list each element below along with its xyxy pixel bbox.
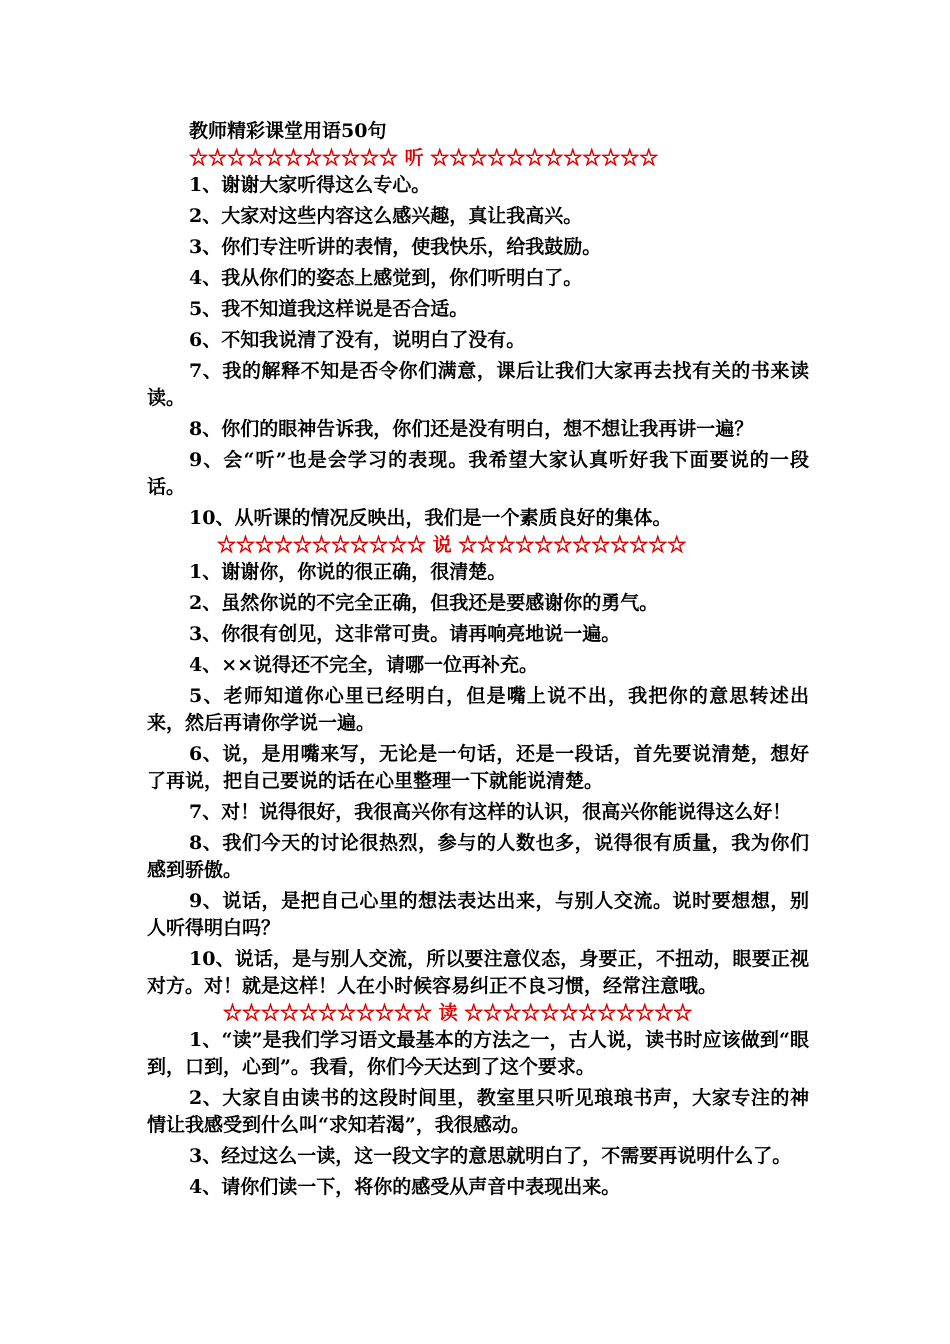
speak-item-7: 7、对！说得很好，我很高兴你有这样的认识，很高兴你能说得这么好！ — [189, 801, 792, 823]
section-divider-listen: ☆☆☆☆☆☆☆☆☆☆☆ 听 ☆☆☆☆☆☆☆☆☆☆☆☆ — [189, 147, 659, 169]
speak-item-1: 1、谢谢你，你说的很正确，很清楚。 — [189, 561, 507, 583]
listen-item-2: 2、大家对这些内容这么感兴趣，真让我高兴。 — [189, 205, 583, 227]
read-item-4: 4、请你们读一下，将你的感受从声音中表现出来。 — [189, 1176, 621, 1198]
document-title: 教师精彩课堂用语50句 — [189, 120, 387, 142]
read-item-3: 3、经过这么一读，这一段文字的意思就明白了，不需要再说明什么了。 — [189, 1145, 792, 1167]
speak-item-3: 3、你很有创见，这非常可贵。请再响亮地说一遍。 — [189, 623, 621, 645]
speak-item-4: 4、××说得还不完全，请哪一位再补充。 — [189, 654, 539, 676]
listen-item-3: 3、你们专注听讲的表情，使我快乐，给我鼓励。 — [189, 236, 602, 258]
listen-item-5: 5、我不知道我这样说是否合适。 — [189, 298, 469, 320]
listen-item-6: 6、不知我说清了没有，说明白了没有。 — [189, 329, 526, 351]
section-divider-speak: ☆☆☆☆☆☆☆☆☆☆☆ 说 ☆☆☆☆☆☆☆☆☆☆☆☆ — [217, 534, 687, 556]
section-divider-read: ☆☆☆☆☆☆☆☆☆☆☆ 读 ☆☆☆☆☆☆☆☆☆☆☆☆ — [223, 1002, 693, 1024]
speak-item-8: 8、我们今天的讨论很热烈，参与的人数也多，说得很有质量，我为你们感到骄傲。 — [147, 832, 809, 881]
read-item-1: 1、“读”是我们学习语文最基本的方法之一，古人说，读书时应该做到“眼到，口到，心到”。我看，你们今天达到了这个要求。 — [147, 1029, 809, 1078]
listen-item-1: 1、谢谢大家听得这么专心。 — [189, 174, 431, 196]
speak-item-6: 6、说，是用嘴来写，无论是一句话，还是一段话，首先要说清楚，想好了再说，把自己要说的话在心里整理一下就能说清楚。 — [147, 743, 809, 792]
listen-item-7: 7、我的解释不知是否令你们满意，课后让我们大家再去找有关的书来读读。 — [147, 360, 809, 409]
listen-item-10: 10、从听课的情况反映出，我们是一个素质良好的集体。 — [189, 507, 672, 529]
speak-item-2: 2、虽然你说的不完全正确，但我还是要感谢你的勇气。 — [189, 592, 659, 614]
document-page — [147, 118, 827, 1201]
read-item-2: 2、大家自由读书的这段时间里，教室里只听见琅琅书声，大家专注的神情让我感受到什么叫“求知若渴”，我很感动。 — [147, 1087, 809, 1136]
speak-item-9: 9、说话，是把自己心里的想法表达出来，与别人交流。说时要想想，别人听得明白吗？ — [147, 890, 809, 939]
speak-item-5: 5、老师知道你心里已经明白，但是嘴上说不出，我把你的意思转述出来，然后再请你学说一遍。 — [147, 685, 809, 734]
listen-item-8: 8、你们的眼神告诉我，你们还是没有明白，想不想让我再讲一遍？ — [189, 418, 754, 440]
listen-item-4: 4、我从你们的姿态上感觉到，你们听明白了。 — [189, 267, 583, 289]
listen-item-9: 9、会“听”也是会学习的表现。我希望大家认真听好我下面要说的一段话。 — [147, 449, 809, 498]
speak-item-10: 10、说话，是与别人交流，所以要注意仪态，身要正，不扭动，眼要正视对方。对！就是这样！人在小时候容易纠正不良习惯，经常注意哦。 — [147, 948, 809, 997]
